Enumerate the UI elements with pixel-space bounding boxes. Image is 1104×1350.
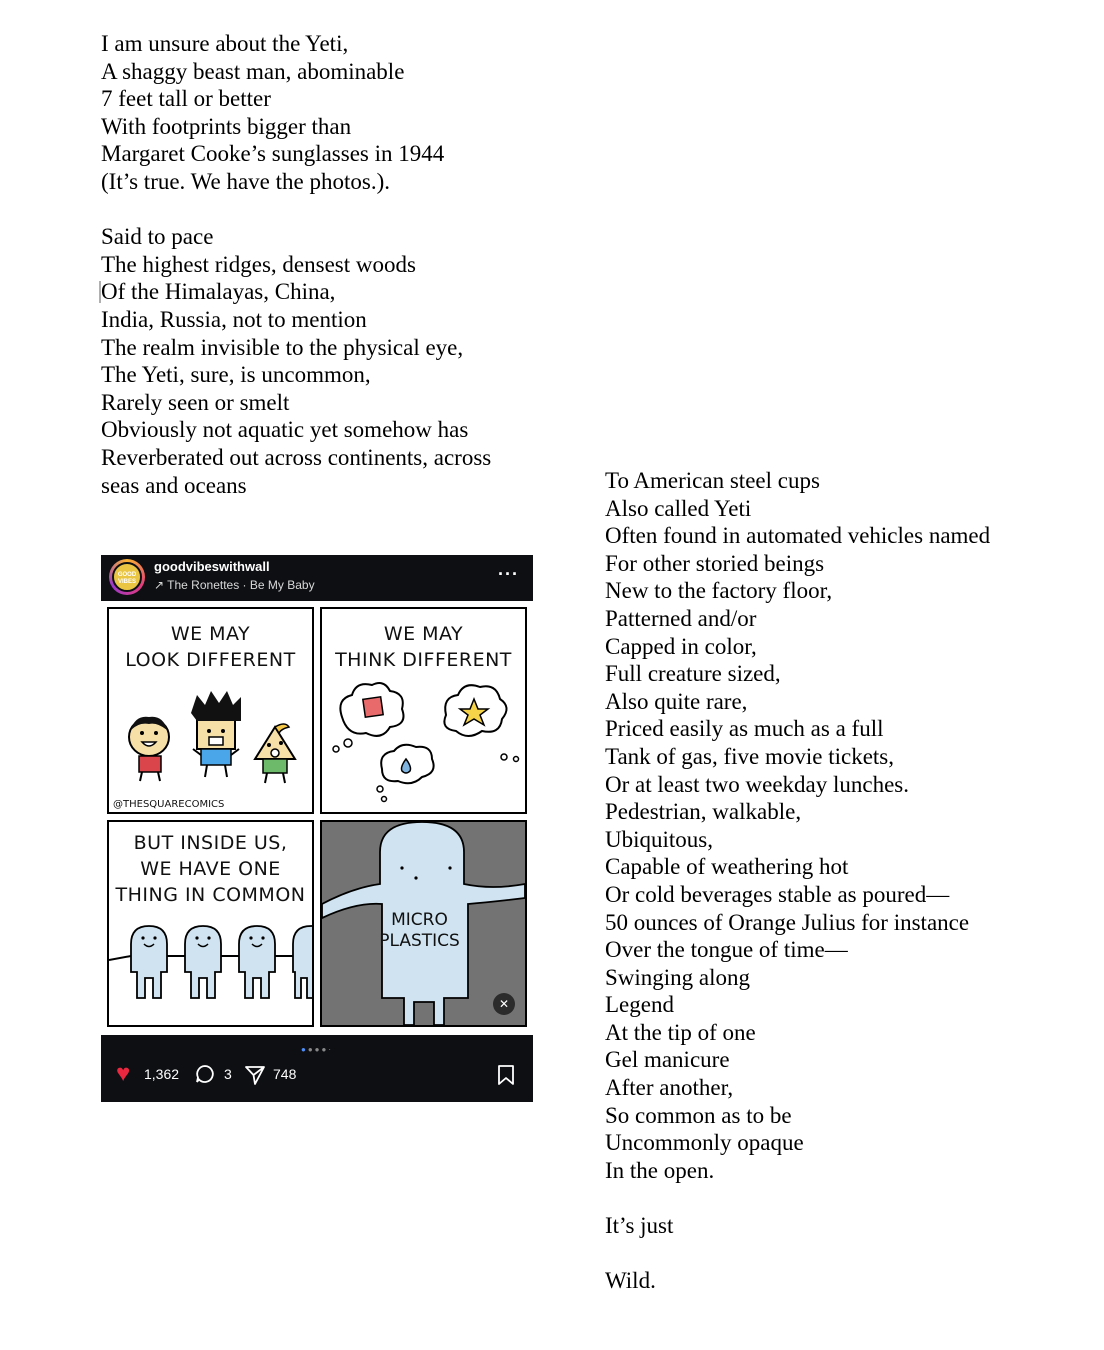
poem-line <box>101 196 541 224</box>
three-characters-illustration <box>109 609 312 812</box>
poem-line: Over the tongue of time— <box>605 937 848 963</box>
like-count: 1,362 <box>144 1066 180 1082</box>
avatar-logo: GOOD VIBES <box>112 562 142 592</box>
poem-line: Gel manicure <box>605 1047 730 1073</box>
poem-line: Said to pace <box>101 224 214 250</box>
poem-line: Margaret Cooke’s sunglasses in 1944 <box>101 141 445 167</box>
poem-line: The Yeti, sure, is uncommon, <box>101 362 371 388</box>
poem-line: Legend <box>605 992 674 1018</box>
poem-line: Pedestrian, walkable, <box>605 799 802 825</box>
share-count: 748 <box>273 1066 297 1082</box>
comment-icon[interactable] <box>195 1064 215 1084</box>
carousel-dots: ●●●●· <box>301 1045 334 1054</box>
instagram-post-embed <box>101 555 533 1102</box>
poem-line: Obviously not aquatic yet somehow has <box>101 417 469 443</box>
poem-line: Or at least two weekday lunches. <box>605 771 910 797</box>
heart-icon[interactable]: ♥ <box>116 1060 131 1087</box>
poem-line: seas and oceans <box>101 472 247 498</box>
panel4-caption-line: MICRO <box>391 910 448 930</box>
more-options-icon[interactable]: ··· <box>498 564 519 584</box>
poem-line: Also quite rare, <box>605 688 748 714</box>
panel4-caption <box>322 910 517 952</box>
poem-line: 7 feet tall or better <box>101 86 271 112</box>
comment-count: 3 <box>224 1066 232 1082</box>
poem-line: Uncommonly opaque <box>605 1130 804 1156</box>
poem-line <box>605 1184 1085 1212</box>
panel2-caption-line: WE MAY <box>383 623 464 645</box>
share-icon[interactable] <box>244 1064 266 1086</box>
poem-line: It’s just <box>605 1213 674 1239</box>
poem-line: So common as to be <box>605 1102 792 1128</box>
post-header <box>101 555 533 601</box>
poem-line <box>605 1240 1085 1268</box>
comic-panel-1 <box>107 607 314 814</box>
poem-line: To American steel cups <box>605 468 820 493</box>
poem-line: India, Russia, not to mention <box>101 306 367 332</box>
poem-line: For other storied beings <box>605 550 825 576</box>
poem-line: Of the Himalayas, China, <box>101 279 336 305</box>
panel3-caption-line: BUT INSIDE US, <box>133 832 288 854</box>
poem-line: The realm invisible to the physical eye, <box>101 334 464 360</box>
comic-image <box>101 601 533 1035</box>
poem-line: Rarely seen or smelt <box>101 389 290 415</box>
poem-line: Or cold beverages stable as poured— <box>605 881 950 907</box>
poem-line: Reverberated out across continents, across <box>101 444 492 470</box>
poem-line: Patterned and/or <box>605 605 757 631</box>
post-username[interactable]: goodvibeswithwall <box>154 559 270 574</box>
panel2-caption-line: THINK DIFFERENT <box>335 649 512 671</box>
panel4-caption-line: PLASTICS <box>379 931 460 951</box>
panel3-caption-line: WE HAVE ONE <box>140 858 281 880</box>
poem-line: With footprints bigger than <box>101 113 352 139</box>
poem-line: Often found in automated vehicles named <box>605 523 991 549</box>
comic-panel-4 <box>320 820 527 1027</box>
post-actions-bar <box>101 1035 533 1102</box>
poem-line: At the tip of one <box>605 1019 756 1045</box>
mute-icon[interactable]: ✕ <box>493 993 515 1015</box>
panel3-caption-line: THING IN COMMON <box>115 884 306 906</box>
poem-line: Wild. <box>605 1268 656 1294</box>
poem-line: Capable of weathering hot <box>605 854 849 880</box>
poem-line: I am unsure about the Yeti, <box>101 31 349 56</box>
thought-bubbles-illustration <box>322 609 525 812</box>
poem-line: New to the factory floor, <box>605 578 833 604</box>
post-audio-track[interactable]: ↗ The Ronettes · Be My Baby <box>154 578 315 592</box>
poem-line: Tank of gas, five movie tickets, <box>605 743 895 769</box>
panel1-caption-line: WE MAY <box>170 623 251 645</box>
comic-panel-2 <box>320 607 527 814</box>
poem-line: After another, <box>605 1075 734 1101</box>
poem-line: (It’s true. We have the photos.). <box>101 168 390 194</box>
poem-line: Full creature sized, <box>605 661 781 687</box>
poem-line: In the open. <box>605 1157 715 1183</box>
panel1-caption-line: LOOK DIFFERENT <box>125 649 296 671</box>
bookmark-icon[interactable] <box>496 1064 516 1086</box>
poem-line: Swinging along <box>605 964 751 990</box>
poem-line: Capped in color, <box>605 633 757 659</box>
poem-line: Also called Yeti <box>605 495 752 521</box>
comic-credit: @THESQUARECOMICS <box>113 799 225 810</box>
poem-right-column <box>605 467 1085 1295</box>
comic-panel-3 <box>107 820 314 1027</box>
poem-line: The highest ridges, densest woods <box>101 251 416 277</box>
holding-hands-illustration <box>109 822 312 1025</box>
text-cursor <box>99 281 101 303</box>
poem-line: A shaggy beast man, abominable <box>101 58 405 84</box>
poem-line: 50 ounces of Orange Julius for instance <box>605 909 970 935</box>
poem-line: Ubiquitous, <box>605 826 713 852</box>
avatar[interactable] <box>109 559 145 595</box>
poem-line: Priced easily as much as a full <box>605 716 884 742</box>
poem-left-column <box>101 30 541 499</box>
